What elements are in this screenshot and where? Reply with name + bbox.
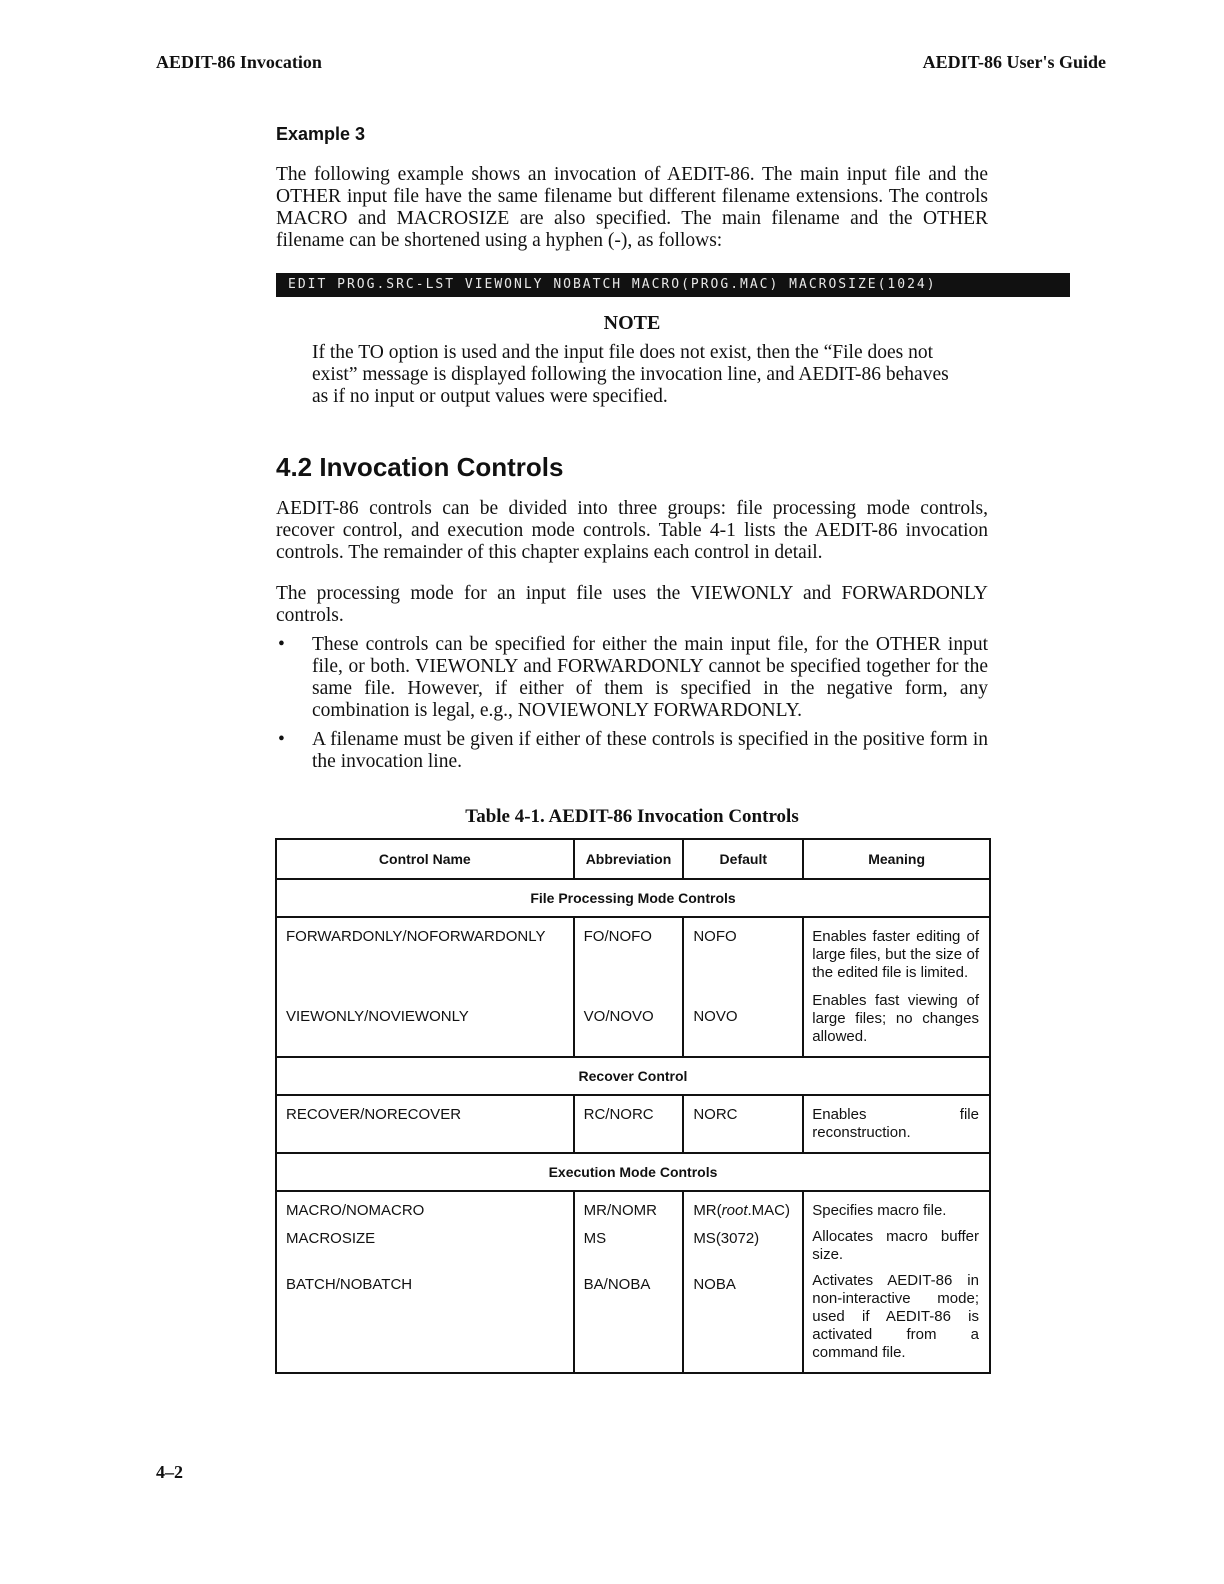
bullet-text: These controls can be specified for either the main input file, for the OTHER input file, or both. VIEWONLY and FORWARDONLY cannot be specified together for the same file. However, if either of them is specified in the negative form, any combination is legal, e.g., NOVIEWONLY FORWARDONLY. (312, 634, 988, 721)
control-name-cell (276, 1095, 574, 1153)
abbreviation: RC/NORC (583, 1106, 654, 1123)
meaning-text: Allocates macro buffer size. (812, 1228, 979, 1263)
example-title: Example 3 (276, 124, 366, 144)
default-cell (683, 917, 803, 1057)
default-cell (683, 1095, 803, 1153)
bullet-icon: • (278, 634, 285, 655)
running-header-right: AEDIT-86 User's Guide (922, 52, 1106, 72)
list-item (276, 729, 988, 773)
abbreviation: MR/NOMR (583, 1202, 657, 1219)
table-caption: Table 4-1. AEDIT-86 Invocation Controls (465, 806, 799, 827)
bullet-text: A filename must be given if either of these controls is specified in the positive form in the invocation line. (312, 729, 988, 772)
table-group-row (276, 1057, 990, 1095)
group-title-file-processing: File Processing Mode Controls (276, 879, 990, 917)
table-row (276, 1191, 990, 1373)
column-header-meaning: Meaning (803, 839, 990, 879)
default-value: MS(3072) (693, 1230, 760, 1247)
meaning-cell (803, 1191, 990, 1373)
default-cell (683, 1191, 803, 1373)
bullet-icon: • (278, 729, 285, 750)
abbreviation: BA/NOBA (583, 1276, 651, 1293)
table-row (276, 917, 990, 1057)
note-body: If the TO option is used and the input file does not exist, then the “File does not exist” message is displayed following the invocation line, and AEDIT-86 behaves as if no input or output values were specified. (312, 342, 949, 407)
command-line: EDIT PROG.SRC-LST VIEWONLY NOBATCH MACRO(PROG.MAC) MACROSIZE(1024) (276, 273, 1070, 297)
column-header-control-name: Control Name (276, 839, 574, 879)
meaning-text: Specifies macro file. (812, 1202, 947, 1219)
meaning-text: Enables faster editing of large files, but the size of the edited file is limited. (812, 928, 979, 981)
group-title-recover: Recover Control (276, 1057, 990, 1095)
abbreviation: VO/NOVO (583, 1008, 654, 1025)
meaning-cell (803, 917, 990, 1057)
column-header-abbreviation: Abbreviation (574, 839, 684, 879)
default-value: NORC (693, 1106, 738, 1123)
abbreviation: FO/NOFO (583, 928, 652, 945)
group-title-execution: Execution Mode Controls (276, 1153, 990, 1191)
meaning-text: Enables file reconstruction. (812, 1106, 979, 1141)
column-header-default: Default (683, 839, 803, 879)
meaning-text: Enables fast viewing of large files; no changes allowed. (812, 992, 979, 1045)
control-name: VIEWONLY/NOVIEWONLY (286, 1008, 469, 1025)
default-value: NOBA (693, 1276, 736, 1293)
abbreviation-cell (574, 1095, 684, 1153)
default-value: NOFO (693, 928, 737, 945)
table-row (276, 1095, 990, 1153)
default-value: NOVO (693, 1008, 738, 1025)
control-name-cell (276, 917, 574, 1057)
section-paragraph-1: AEDIT-86 controls can be divided into three groups: file processing mode controls, recover control, and execution mode controls. Table 4-1 lists the AEDIT-86 invocation controls. The remainder of this chapter explains each control in detail. (276, 498, 988, 563)
section-title: 4.2 Invocation Controls (276, 452, 564, 482)
meaning-text: Activates AEDIT-86 in non-interactive mode; used if AEDIT-86 is activated from a command file. (812, 1272, 979, 1361)
list-item (276, 634, 988, 722)
bullet-list (276, 634, 988, 780)
control-name: MACRO/NOMACRO (286, 1202, 425, 1219)
section-paragraph-2: The processing mode for an input file uses the VIEWONLY and FORWARDONLY controls. (276, 583, 988, 626)
control-name-cell (276, 1191, 574, 1373)
table-header-row (276, 839, 990, 879)
running-header-left: AEDIT-86 Invocation (156, 52, 322, 72)
control-name: FORWARDONLY/NOFORWARDONLY (286, 928, 546, 945)
page-number: 4–2 (156, 1462, 183, 1482)
abbreviation: MS (583, 1230, 607, 1247)
default-value: MR(root.MAC) (693, 1202, 790, 1219)
table-group-row (276, 879, 990, 917)
controls-table (275, 838, 991, 1374)
control-name: BATCH/NOBATCH (286, 1276, 413, 1293)
control-name: RECOVER/NORECOVER (286, 1106, 462, 1123)
abbreviation-cell (574, 1191, 684, 1373)
table-group-row (276, 1153, 990, 1191)
control-name: MACROSIZE (286, 1230, 376, 1247)
note-title: NOTE (603, 312, 661, 334)
abbreviation-cell (574, 917, 684, 1057)
example-paragraph: The following example shows an invocation of AEDIT-86. The main input file and the OTHER input file have the same filename but different filename extensions. The controls MACRO and MACROSIZE are also specified. The main filename and the OTHER filename can be shortened using a hyphen (-), as follows: (276, 164, 988, 251)
meaning-cell (803, 1095, 990, 1153)
